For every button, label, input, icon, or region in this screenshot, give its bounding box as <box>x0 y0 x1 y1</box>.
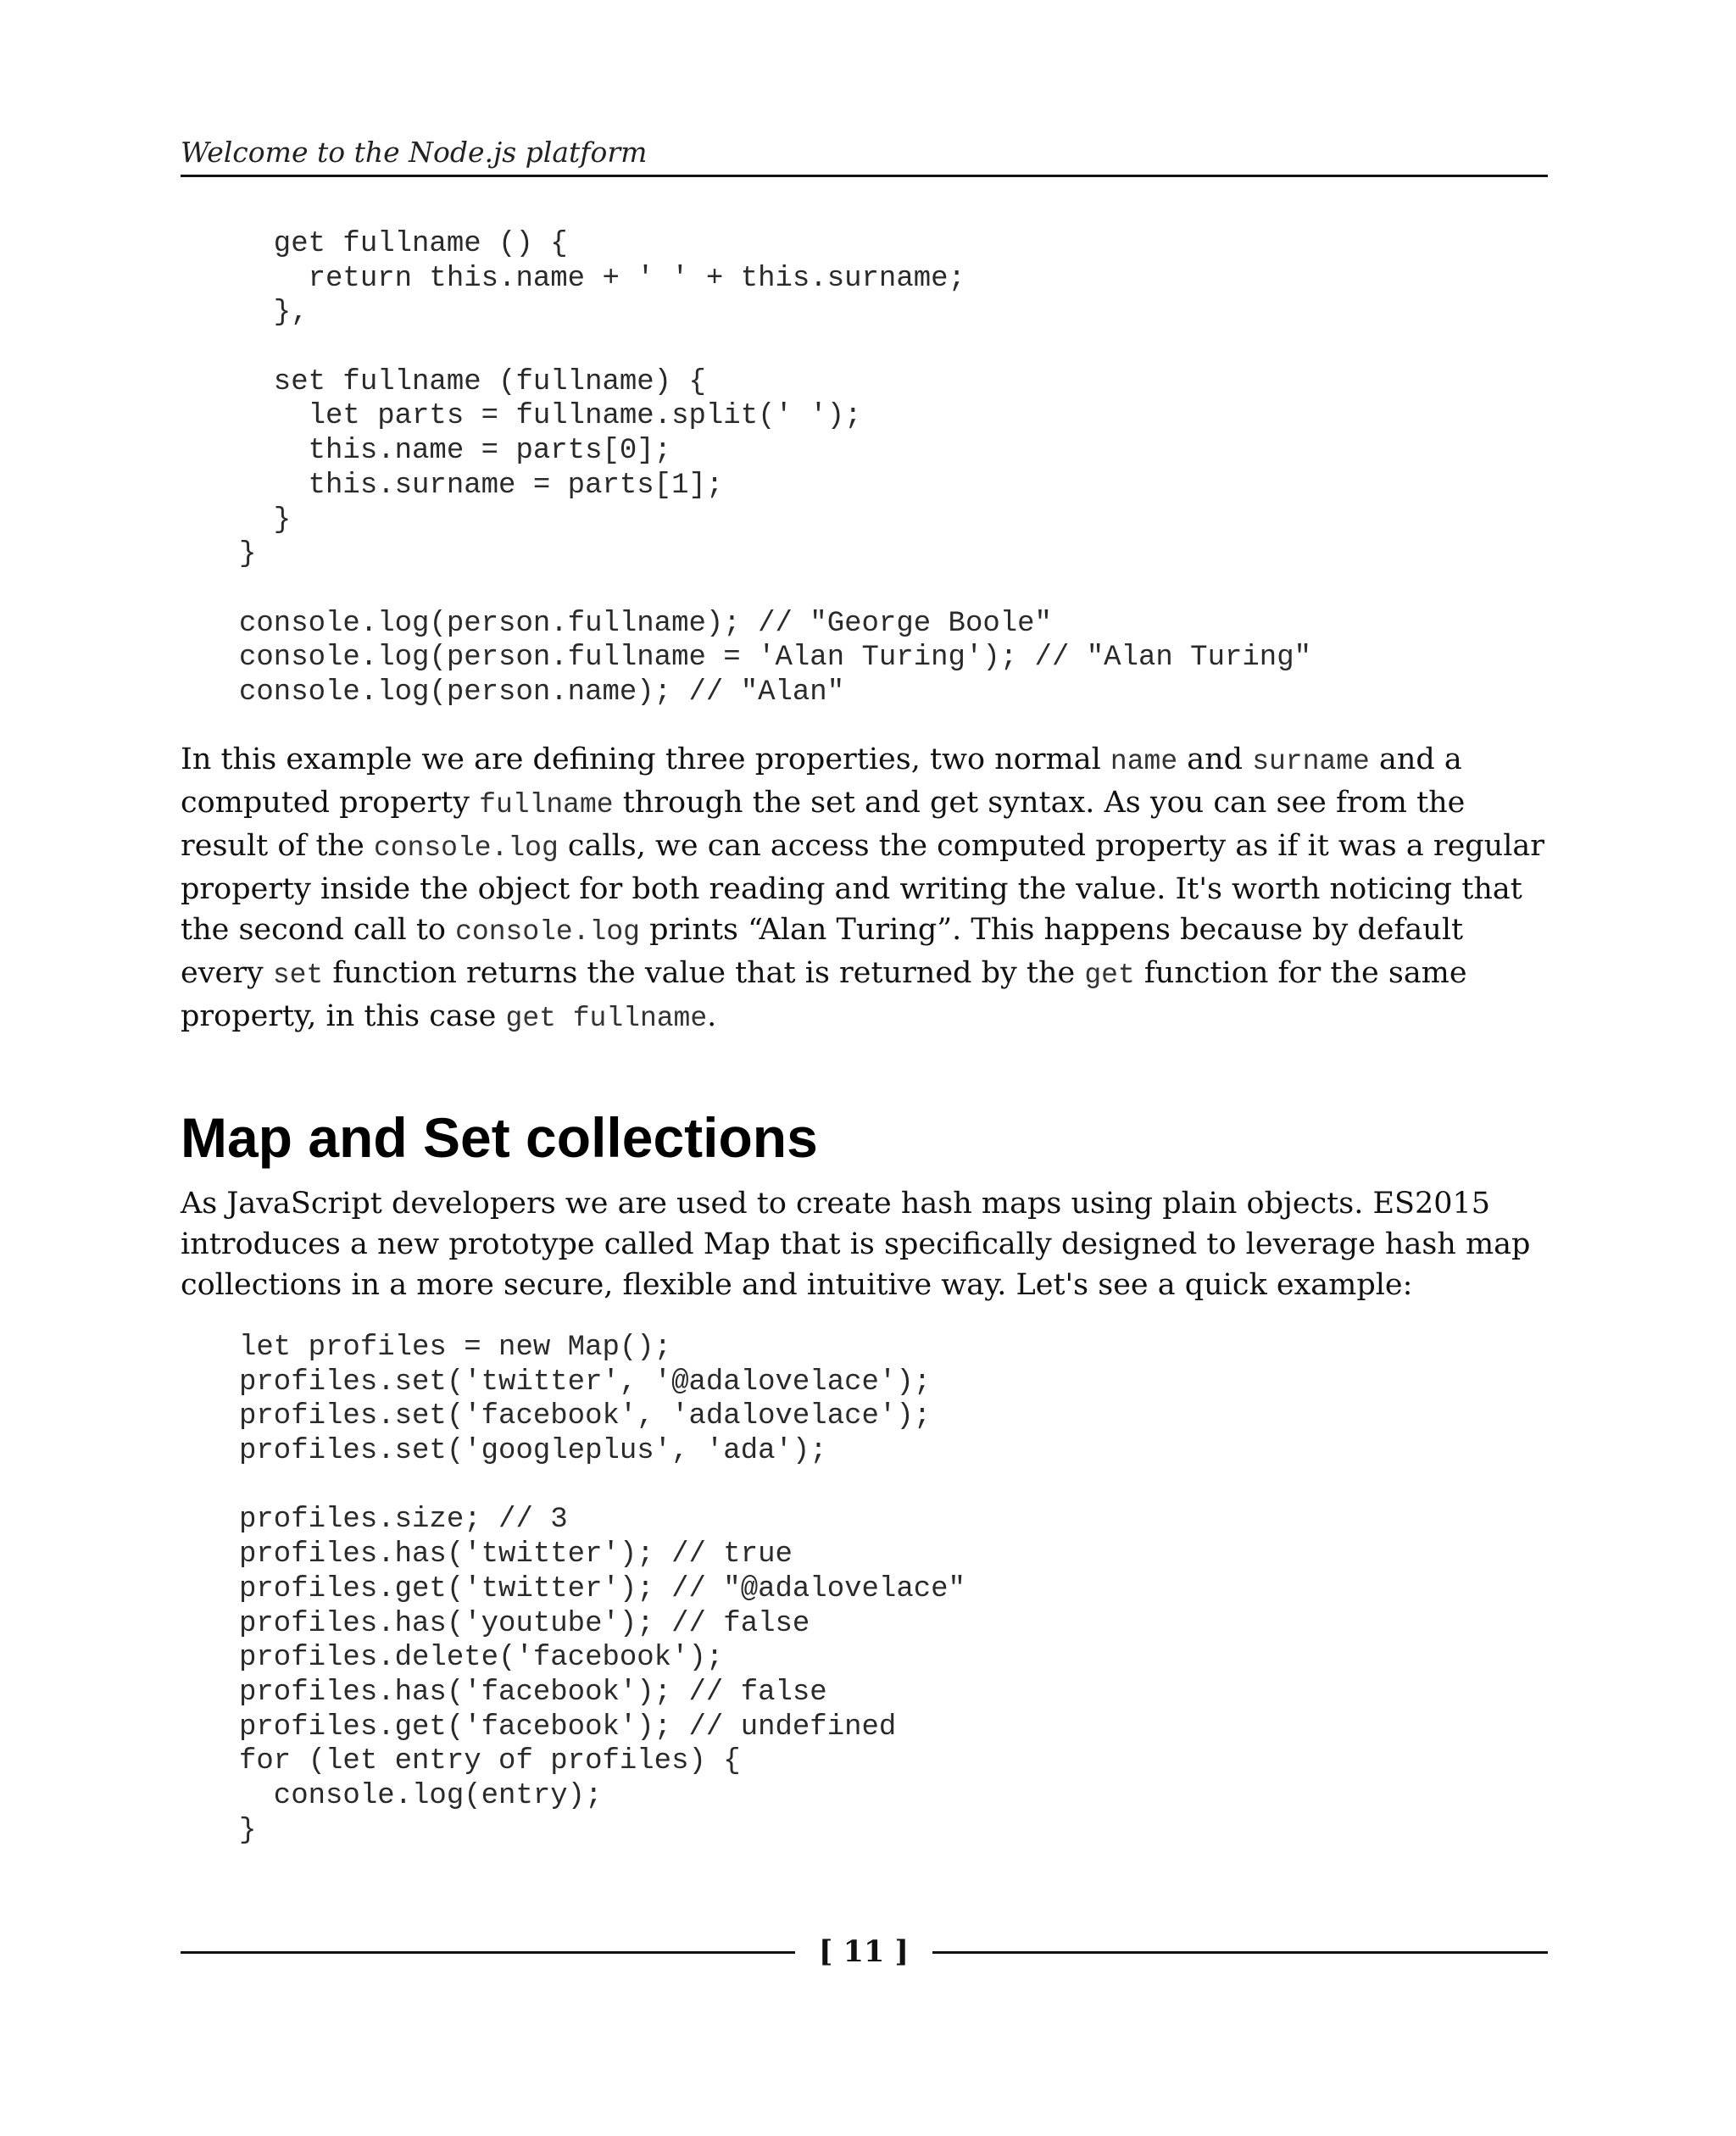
code-line: profiles.size; // 3 <box>239 1504 568 1537</box>
text-run: and <box>1177 743 1253 776</box>
code-line: get fullname () { <box>239 228 568 260</box>
code-line: console.log(person.name); // "Alan" <box>239 676 845 709</box>
code-line <box>239 1469 965 1504</box>
code-line: } <box>239 503 292 537</box>
text-run: through the set and get syntax. As you can see from the result of the <box>181 786 1466 863</box>
code-line: return this.name + ' ' + this.surname; <box>239 262 965 295</box>
code-line: }, <box>239 297 309 330</box>
text-run: function for the same property, in this case <box>181 956 1467 1033</box>
code-line: console.log(person.fullname); // "George Boole" <box>239 607 1052 640</box>
intro-paragraph: As JavaScript developers we are used to create hash maps using plain objects. ES2015 introduces a new prototype called Map that is specifically designed to leverage hash map collections in a more secure, flexible and intuitive way. Let's see a quick example: <box>181 1187 1531 1302</box>
text-run: calls, we can access the computed property as if it was a regular property inside the object for both reading and writing the value. It's worth noticing that the second call to <box>181 829 1545 947</box>
code-line: profiles.delete('facebook'); <box>239 1642 724 1675</box>
header-rule <box>181 175 1548 177</box>
code-line: } <box>239 1814 257 1847</box>
code-line: let parts = fullname.split(' '); <box>239 400 862 433</box>
code-line: profiles.get('facebook'); // undefined <box>239 1710 897 1744</box>
code-line: profiles.has('youtube'); // false <box>239 1607 810 1640</box>
text-run: prints “Alan Turing”. This happens because by default every <box>181 913 1464 990</box>
code-line: console.log(person.fullname = 'Alan Turing'); // "Alan Turing" <box>239 642 1312 675</box>
inline-code: fullname <box>479 789 614 820</box>
code-block-getter-setter <box>239 227 1311 710</box>
running-head: Welcome to the Node.js platform <box>181 136 648 169</box>
text-run: . <box>707 999 717 1033</box>
text-run: function returns the value that is returned by the <box>323 956 1085 990</box>
inline-code: name <box>1110 746 1178 777</box>
code-line: profiles.set('twitter', '@adalovelace'); <box>239 1366 932 1399</box>
code-block-map-example <box>239 1331 965 1848</box>
code-line: profiles.has('twitter'); // true <box>239 1538 793 1571</box>
page-number: [ 11 ] <box>818 1934 910 1969</box>
text-run: and a computed property <box>181 743 1462 820</box>
inline-code: surname <box>1252 746 1370 777</box>
code-line: this.surname = parts[1]; <box>239 469 724 502</box>
code-line: console.log(entry); <box>239 1779 603 1812</box>
footer-rule-left <box>181 1951 795 1954</box>
code-line: profiles.set('facebook', 'adalovelace'); <box>239 1400 932 1433</box>
inline-code: get <box>1084 960 1135 991</box>
inline-code: console.log <box>373 832 559 864</box>
code-line <box>239 572 1311 607</box>
code-line: profiles.has('facebook'); // false <box>239 1676 827 1709</box>
section-heading: Map and Set collections <box>181 1106 818 1169</box>
explanation-paragraph <box>181 739 1554 1039</box>
text-run: In this example we are defining three properties, two normal <box>181 743 1110 776</box>
code-line: for (let entry of profiles) { <box>239 1745 741 1778</box>
code-line: profiles.set('googleplus', 'ada'); <box>239 1435 827 1468</box>
inline-code: set <box>272 960 324 991</box>
code-line: profiles.get('twitter'); // "@adalovelace" <box>239 1572 965 1605</box>
inline-code: console.log <box>455 916 640 948</box>
code-line: set fullname (fullname) { <box>239 365 706 398</box>
code-line: this.name = parts[0]; <box>239 435 672 468</box>
footer-rule-right <box>932 1951 1548 1954</box>
inline-code: get fullname <box>505 1003 708 1034</box>
code-line: } <box>239 538 257 571</box>
code-line: let profiles = new Map(); <box>239 1332 672 1364</box>
code-line <box>239 331 1311 365</box>
